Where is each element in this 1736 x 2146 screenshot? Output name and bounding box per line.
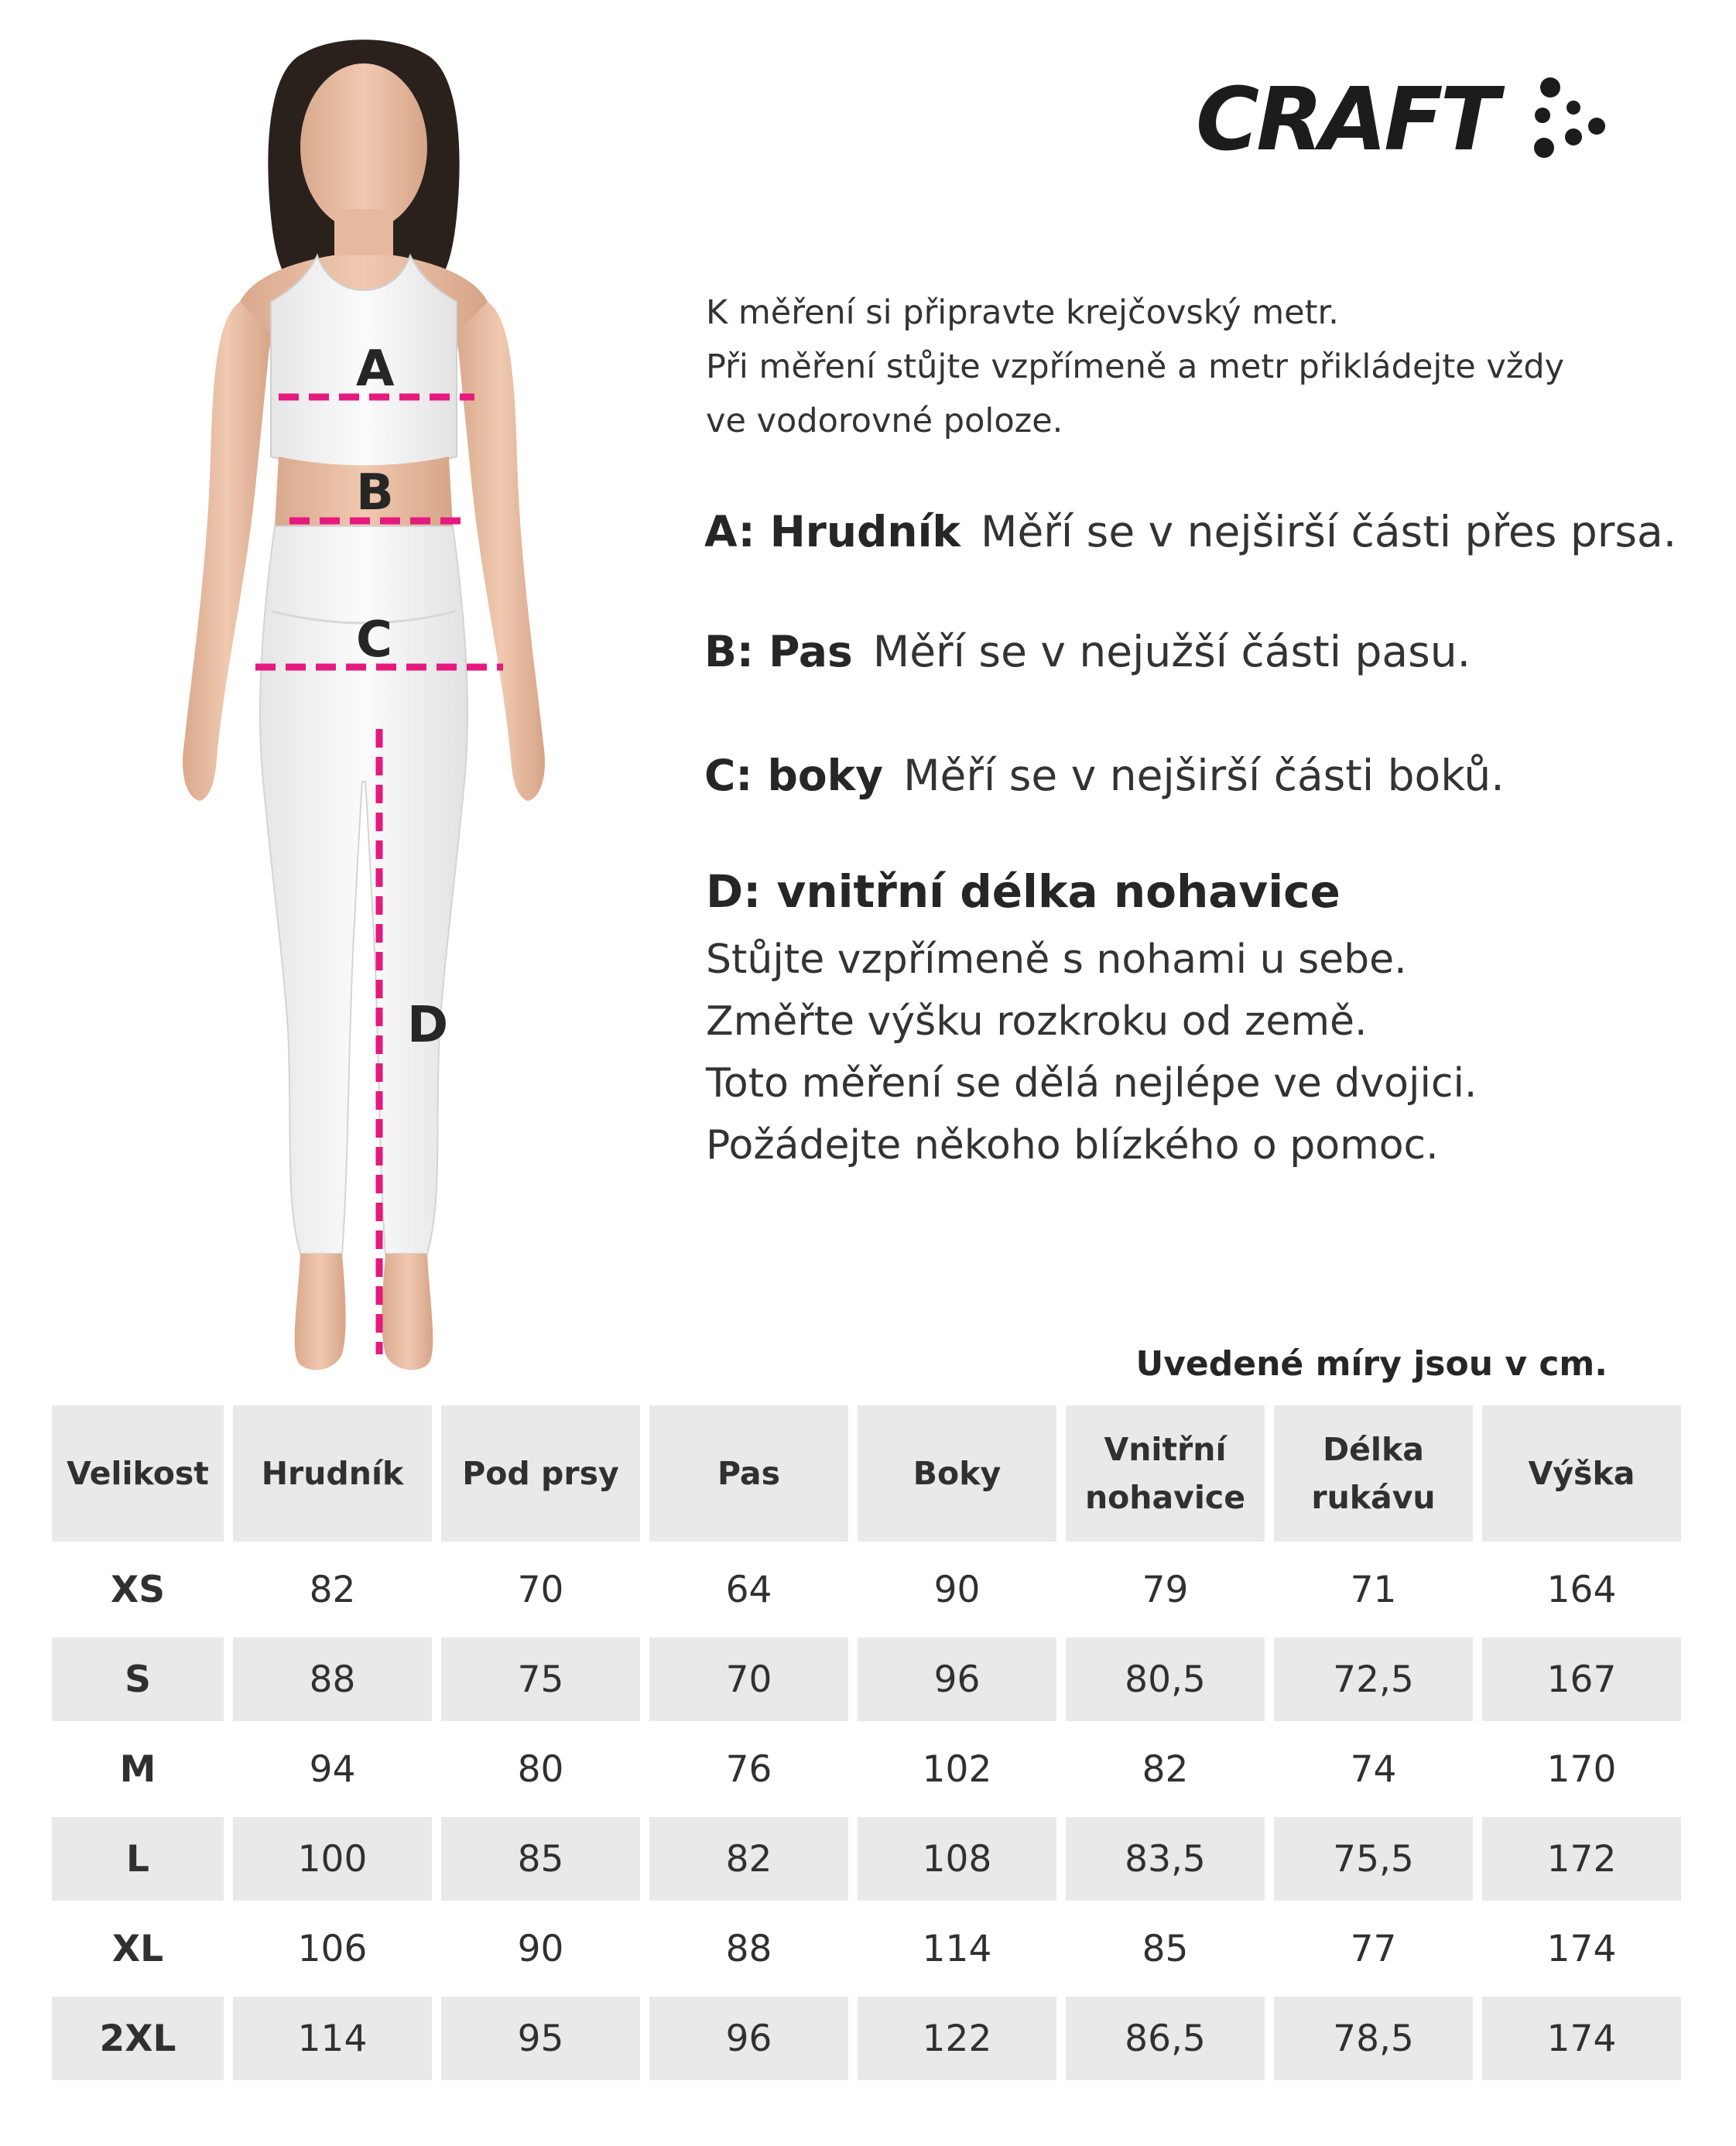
table-cell: 88 <box>233 1638 432 1721</box>
inseam-line-1: Stůjte vzpřímeně s nohami u sebe. <box>706 936 1407 983</box>
table-row <box>52 1907 1681 1990</box>
size-cell: 2XL <box>52 1997 224 2080</box>
measure-c <box>704 751 1505 800</box>
table-cell: 96 <box>858 1638 1056 1721</box>
measure-a <box>704 507 1676 556</box>
table-cell: 70 <box>517 1568 564 1611</box>
measure-b <box>704 627 1471 676</box>
table-cell: 174 <box>1546 1927 1617 1970</box>
table-cell: 78,5 <box>1274 1997 1473 2080</box>
table-cell: 96 <box>649 1997 848 2080</box>
craft-logo <box>1196 70 1629 170</box>
label-d: D <box>407 997 449 1054</box>
header-hips: Boky <box>858 1405 1056 1542</box>
table-cell: 74 <box>1350 1747 1397 1791</box>
table-cell: 71 <box>1350 1568 1397 1611</box>
label-a: A <box>356 341 395 398</box>
table-cell: 95 <box>441 1997 640 2080</box>
inseam-line-3: Toto měření se dělá nejlépe ve dvojici. <box>706 1060 1477 1107</box>
table-row <box>52 1638 1681 1721</box>
header-underbust: Pod prsy <box>441 1405 640 1542</box>
header-height: Výška <box>1482 1405 1681 1542</box>
table-cell: 70 <box>649 1638 848 1721</box>
table-row <box>52 1997 1681 2080</box>
table-cell: 75,5 <box>1274 1817 1473 1901</box>
table-row <box>52 1548 1681 1631</box>
header-chest: Hrudník <box>233 1405 432 1542</box>
size-cell: S <box>52 1638 224 1721</box>
table-cell: 83,5 <box>1066 1817 1265 1901</box>
size-table <box>43 1399 1690 2086</box>
table-row <box>52 1727 1681 1811</box>
table-row <box>52 1817 1681 1901</box>
table-cell: 72,5 <box>1274 1638 1473 1721</box>
inseam-title: D: vnitřní délka nohavice <box>706 865 1341 918</box>
table-cell: 82 <box>649 1817 848 1901</box>
table-cell: 79 <box>1142 1568 1189 1611</box>
header-waist: Pas <box>649 1405 848 1542</box>
size-cell: XS <box>110 1568 166 1611</box>
table-cell: 114 <box>233 1997 432 2080</box>
table-cell: 94 <box>309 1747 356 1791</box>
table-cell: 167 <box>1482 1638 1681 1721</box>
header-size: Velikost <box>52 1405 224 1542</box>
table-cell: 82 <box>309 1568 356 1611</box>
size-cell: M <box>119 1747 156 1791</box>
table-cell: 85 <box>441 1817 640 1901</box>
table-cell: 106 <box>297 1927 368 1970</box>
table-cell: 85 <box>1142 1927 1189 1970</box>
table-cell: 64 <box>725 1568 772 1611</box>
table-cell: 88 <box>725 1927 772 1970</box>
measure-b-key: B: Pas <box>704 627 853 676</box>
model-figure <box>139 23 604 1401</box>
table-cell: 86,5 <box>1066 1997 1265 2080</box>
label-c: C <box>356 611 392 669</box>
table-cell: 100 <box>233 1817 432 1901</box>
table-cell: 75 <box>441 1638 640 1721</box>
table-cell: 114 <box>922 1927 992 1970</box>
table-cell: 90 <box>933 1568 981 1611</box>
intro-line-2: Při měření stůjte vzpřímeně a metr přikládejte vždy <box>706 347 1565 386</box>
measure-c-desc: Měří se v nejširší části boků. <box>903 751 1505 800</box>
table-cell: 77 <box>1350 1927 1397 1970</box>
label-b: B <box>356 464 394 522</box>
units-note: Uvedené míry jsou v cm. <box>1135 1344 1608 1384</box>
table-cell: 76 <box>725 1747 772 1791</box>
inseam-line-4: Požádejte někoho blízkého o pomoc. <box>706 1122 1439 1169</box>
table-cell: 108 <box>858 1817 1056 1901</box>
model-illustration <box>139 23 604 1401</box>
intro-line-3: ve vodorovné poloze. <box>706 402 1063 440</box>
table-cell: 174 <box>1482 1997 1681 2080</box>
table-cell: 164 <box>1546 1568 1617 1611</box>
size-cell: XL <box>111 1927 164 1970</box>
brand-dots-icon <box>1529 77 1614 162</box>
table-cell: 82 <box>1142 1747 1189 1791</box>
table-cell: 122 <box>858 1997 1056 2080</box>
header-inseam: Vnitřní nohavice <box>1066 1405 1265 1542</box>
measure-c-key: C: boky <box>704 751 884 800</box>
measure-b-desc: Měří se v nejužší části pasu. <box>872 627 1471 676</box>
intro-line-1: K měření si připravte krejčovský metr. <box>706 293 1339 332</box>
table-header-row <box>52 1405 1681 1542</box>
brand-name: CRAFT <box>1196 70 1497 170</box>
table-cell: 170 <box>1546 1747 1617 1791</box>
table-cell: 172 <box>1482 1817 1681 1901</box>
inseam-line-2: Změřte výšku rozkroku od země. <box>706 998 1368 1045</box>
table-cell: 80,5 <box>1066 1638 1265 1721</box>
table-cell: 102 <box>922 1747 992 1791</box>
header-sleeve: Délka rukávu <box>1274 1405 1473 1542</box>
measure-a-desc: Měří se v nejširší části přes prsa. <box>981 507 1677 556</box>
table-cell: 90 <box>517 1927 564 1970</box>
measure-a-key: A: Hrudník <box>704 507 960 556</box>
table-cell: 80 <box>517 1747 564 1791</box>
size-cell: L <box>52 1817 224 1901</box>
